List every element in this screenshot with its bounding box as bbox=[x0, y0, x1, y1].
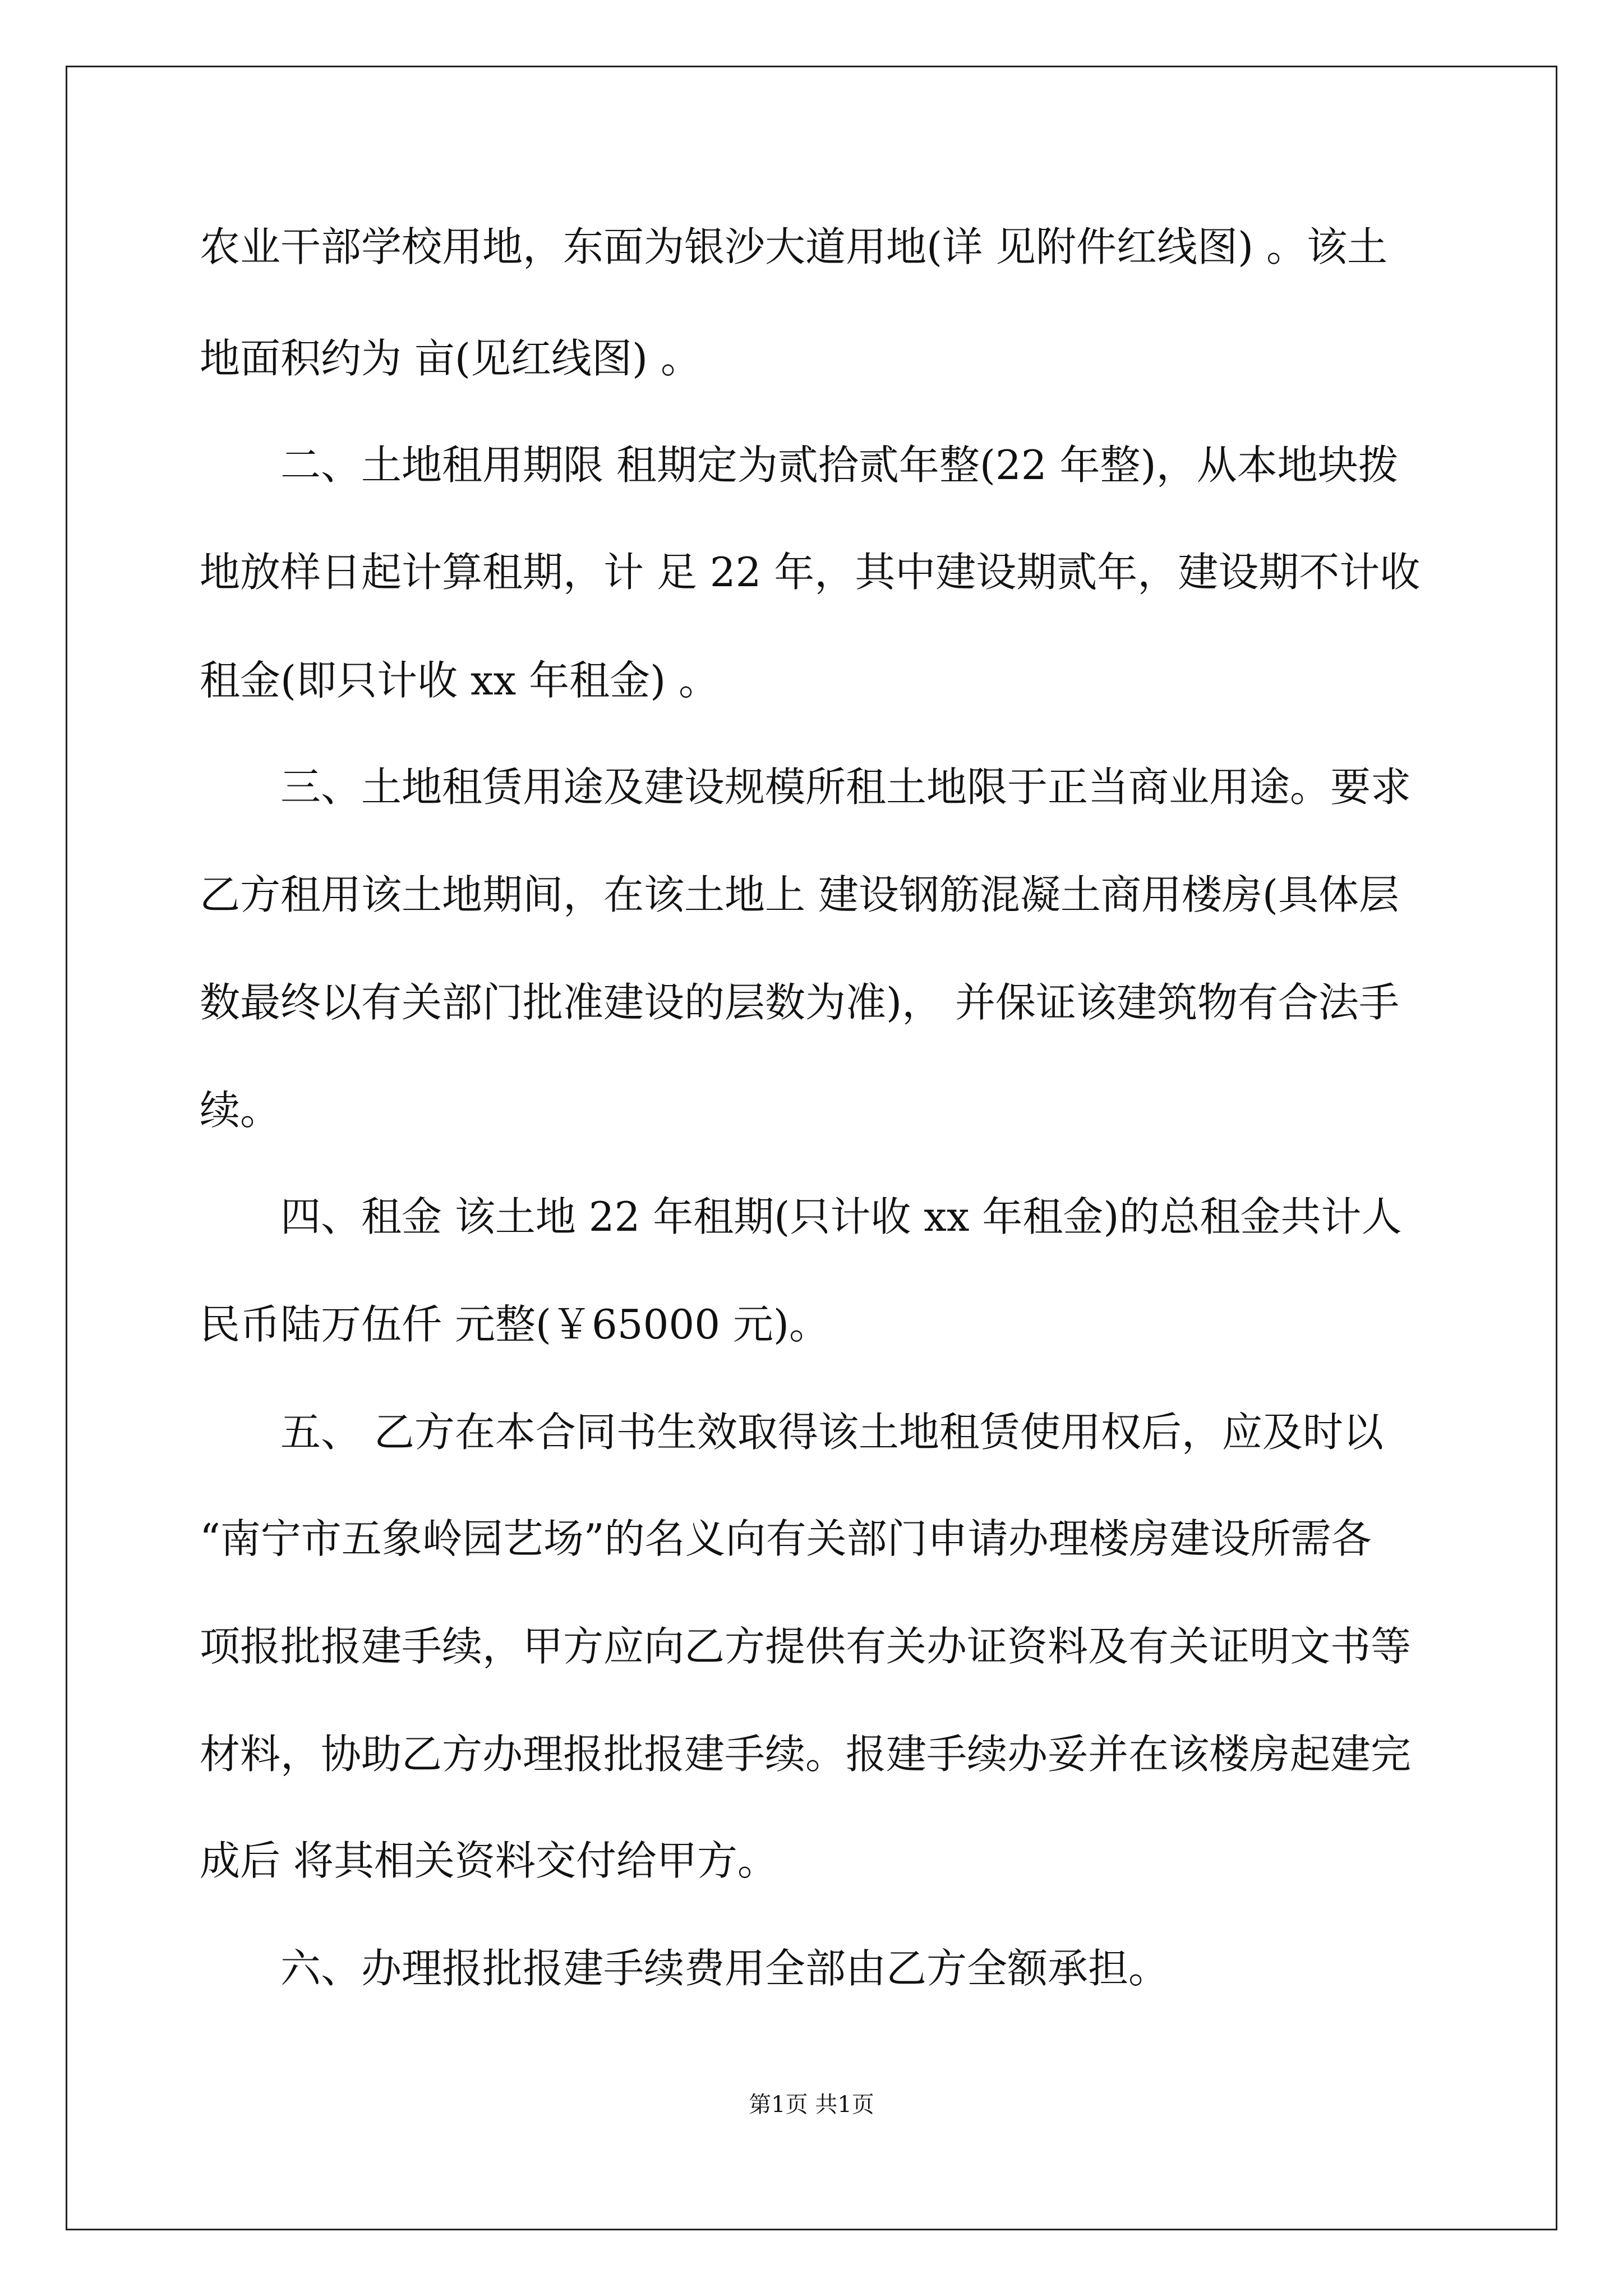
text-line: 三、土地租赁用途及建设规模所租土地限于正当商业用途。要求 bbox=[280, 763, 1412, 811]
text-line: 四、租金 该土地 22 年租期(只计收 xx 年租金)的总租金共计人 bbox=[280, 1193, 1402, 1240]
text-line: 数最终以有关部门批准建设的层数为准)， 并保证该建筑物有合法手 bbox=[200, 979, 1399, 1026]
text-line: 项报批报建手续，甲方应向乙方提供有关办证资料及有关证明文书等 bbox=[200, 1623, 1412, 1670]
text-line: 材料，协助乙方办理报批报建手续。报建手续办妥并在该楼房起建完 bbox=[200, 1731, 1412, 1778]
text-line: 二、土地租用期限 租期定为贰拾贰年整(22 年整)，从本地块拨 bbox=[280, 441, 1399, 489]
text-line: 租金(即只计收 xx 年租金) 。 bbox=[200, 657, 720, 704]
page-border bbox=[66, 66, 1557, 2230]
text-line: 地放样日起计算租期，计 足 22 年，其中建设期贰年，建设期不计收 bbox=[200, 549, 1421, 596]
text-line: 成后 将其相关资料交付给甲方。 bbox=[200, 1837, 778, 1884]
text-line: 农业干部学校用地，东面为银沙大道用地(详 见附件红线图) 。该土 bbox=[200, 223, 1387, 270]
text-line: “南宁市五象岭园艺场”的名义向有关部门申请办理楼房建设所需各 bbox=[200, 1515, 1372, 1562]
text-line: 民币陆万伍仟 元整(￥65000 元)。 bbox=[200, 1301, 829, 1348]
text-line: 六、办理报批报建手续费用全部由乙方全额承担。 bbox=[280, 1945, 1169, 1992]
text-line: 续。 bbox=[200, 1087, 281, 1134]
page-footer: 第1页 共1页 bbox=[749, 2092, 874, 2118]
text-line: 乙方租用该土地期间，在该土地上 建设钢筋混凝土商用楼房(具体层 bbox=[200, 871, 1399, 918]
text-line: 地面积约为 亩(见红线图) 。 bbox=[200, 335, 701, 382]
text-line: 五、 乙方在本合同书生效取得该土地租赁使用权后，应及时以 bbox=[280, 1409, 1384, 1456]
